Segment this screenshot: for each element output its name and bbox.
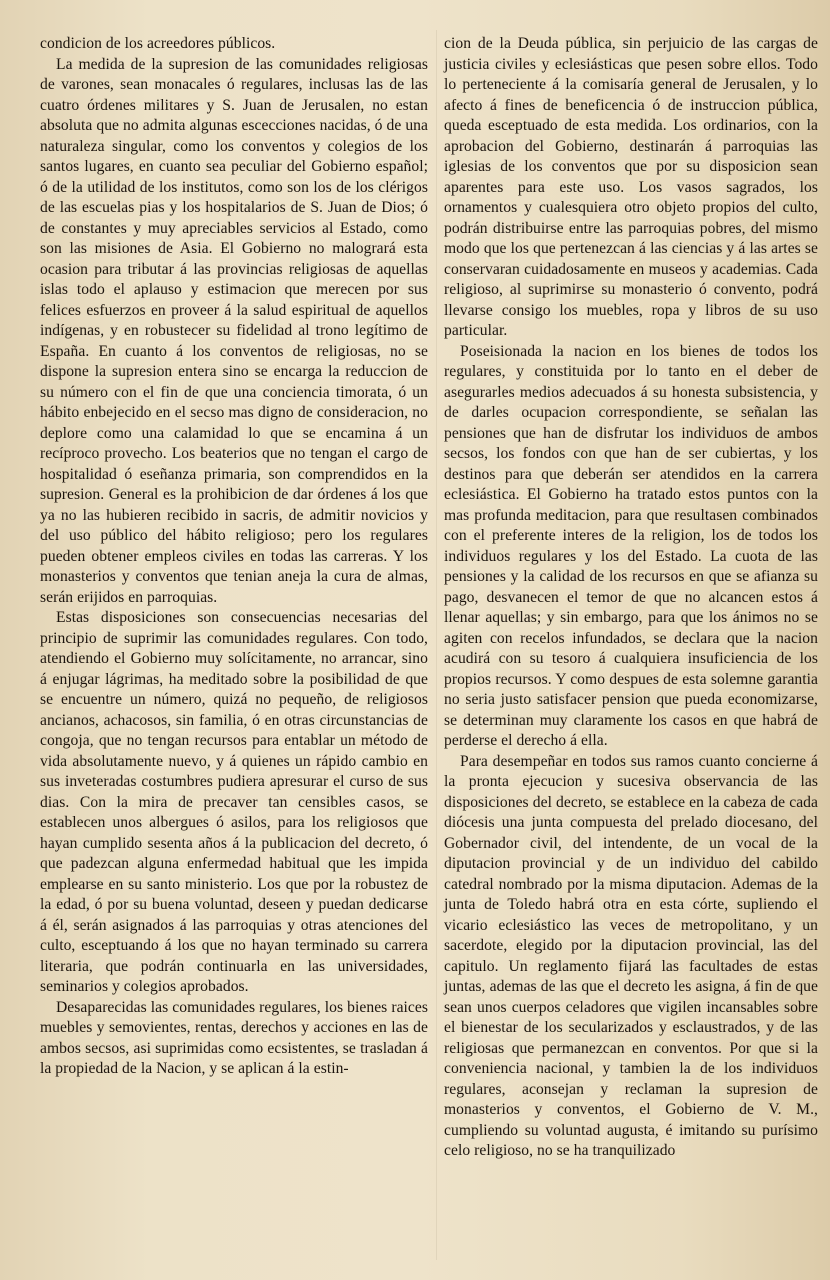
left-paragraph-suppression: La medida de la supresion de las comunidades religiosas de varones, sean monacales ó regulares, inclusas las de las cuatro órdenes militares y S. Juan de Jerusalen, no estan absoluta que no admita algunas escecciones nacidas, ó de una naturaleza singular, como los conventos y colegios de los santos lugares, en cuanto sea peculiar del Gobierno español; ó de la utilidad de los institutos, como son los de los clérigos de las escuelas pias y los hospitalarios de S. Juan de Dios; ó de constantes y muy apreciables servicios al Estado, como son las misiones de Asia. El Gobierno no malogrará esta ocasion para tributar á las provincias religiosas de aquellas islas todo el aplauso y estimacion que merecen por sus felices esfuerzos en proveer á la salud espiritual de aquellos indígenas, y en robustecer su fidelidad al trono legítimo de España. En cuanto á los conventos de religiosas, no se dispone la supresion entera sino se encarga la reduccion de su número con el fin de que una conciencia timorata, ó un hábito enbejecido en el secso mas digno de consideracion, no deplore como una calamidad lo que se encamina á un recíproco provecho. Los beaterios que no tengan el cargo de hospitalidad ó eseñanza primaria, son comprendidos en la supresion. General es la prohibicion de dar órdenes á los que ya no las hubieren recibido in sacris, de admitir novicios y del uso público del hábito religioso; pero los regulares pueden obtener empleos civiles en todas las carreras. Y los monasterios y conventos que tenian aneja la cura de almas, serán erijidos en parroquias.: [40, 55, 428, 606]
left-paragraph-consequences: Estas disposiciones son consecuencias necesarias del principio de suprimir las comunidades regulares. Con todo, atendiendo el Gobierno muy solícitamente, no arrancar, sino á enjugar lágrimas, ha meditado sobre la posibilidad de que se encuentre un número, quizá no pequeño, de religiosos ancianos, achacosos, sin familia, ó en otras circunstancias de congoja, que no tengan recursos para entablar un método de vida absolutamente nuevo, y á quienes un rápido cambio en sus inveteradas costumbres pudiera apresurar el curso de sus dias. Con la mira de precaver tan censibles casos, se establecen unos albergues ó asilos, para los religiosos que hayan cumplido sesenta años á la publicacion del decreto, ó que padezcan alguna enfermedad habitual que les impida emplearse en su santo ministerio. Los que por la robustez de la edad, ó por su buena voluntad, deseen y puedan dedicarse á él, serán asignados á las parroquias y otras atenciones del culto, esceptuando á los que no hayan terminado su carrera literaria, que podrán continuarla en las universidades, seminarios y colegios aprobados.: [40, 609, 428, 995]
column-gutter: [436, 30, 437, 1260]
left-paragraph-property: Desaparecidas las comunidades regulares, los bienes raices muebles y semovientes, rentas, derechos y acciones en las de ambos secsos, asi suprimidas como ecsistentes, se trasladan á la propiedad de la Nacion, y se aplican á la estin-: [40, 998, 428, 1077]
right-column: [444, 34, 818, 1262]
left-column: [40, 34, 428, 1262]
left-paragraph-continuation: condicion de los acreedores públicos.: [40, 35, 276, 52]
right-paragraph-debt: cion de la Deuda pública, sin perjuicio de las cargas de justicia civiles y eclesiásticas que pesen sobre ellos. Todo lo perteneciente á la comisaría general de Jerusalen, y lo afecto á fines de beneficencia ó de instruccion pública, queda esceptuado de esta medida. Los ordinarios, con la aprobacion del Gobierno, destinarán á parroquias las iglesias de los conventos que por su disposicion sean aparentes para este uso. Los vasos sagrados, los ornamentos y cualesquiera otro objeto propios del culto, podrán distribuirse entre las parroquias pobres, del mismo modo que los que pertenezcan á las ciencias y á las artes se conservaran cuidadosamente en museos y academias. Cada religioso, al suprimirse su monasterio ó convento, podrá llevarse consigo los muebles, ropa y libros de su uso particular.: [444, 35, 818, 339]
right-paragraph-juntas: Para desempeñar en todos sus ramos cuanto concierne á la pronta ejecucion y sucesiva observancia de las disposiciones del decreto, se establece en la cabeza de cada diócesis una junta compuesta del prelado diocesano, del Gobernador civil, del intendente, de un vocal de la diputacion provincial y de un individuo del cabildo catedral nombrado por la misma diputacion. Ademas de la junta de Toledo habrá otra en esta córte, supliendo el vicario eclesiástico las veces de metropolitano, y un sacerdote, elegido por la diputacion provincial, las del capitulo. Un reglamento fijará las facultades de estas juntas, ademas de las que el decreto les asigna, á fin de que sean unos cuerpos celadores que vigilen incansables sobre el bienestar de los secularizados y esclaustrados, y de las religiosas que permanezcan en conventos. Por que si la conveniencia nacional, y tambien la de los individuos regulares, aconsejan y reclaman la supresion de monasterios y conventos, el Gobierno de V. M., cumpliendo su voluntad augusta, é imitando su purísimo celo religioso, no se ha tranquilizado: [444, 752, 818, 1159]
right-paragraph-pensions: Poseisionada la nacion en los bienes de todos los regulares, y constituida por lo tanto en el deber de asegurarles medios adecuados á su honesta subsistencia, y de darles ocupacion correspondiente, se señalan las pensiones que han de disfrutar los individuos de ambos secsos, los fondos con que han de ser cubiertas, y los destinos para que deberán ser atendidos en la carrera eclesiástica. El Gobierno ha tratado estos puntos con la mas profunda meditacion, para que resultasen combinados con el preferente interes de la religion, los de todos los individuos regulares y los del Estado. La cuota de las pensiones y la calidad de los recursos en que se afianza su pago, desvanecen el temor de que no alcancen estos á llenar aquellas; y sin embargo, para que los ánimos no se agiten con recelos infundados, se declara que la nacion acudirá con su tesoro á cualquiera insuficiencia de los propios recursos. Y como despues de esta solemne garantia no seria justo satisfacer pension que pueda economizarse, se determinan muy claramente los casos en que habrá de perderse el derecho á ella.: [444, 342, 818, 749]
